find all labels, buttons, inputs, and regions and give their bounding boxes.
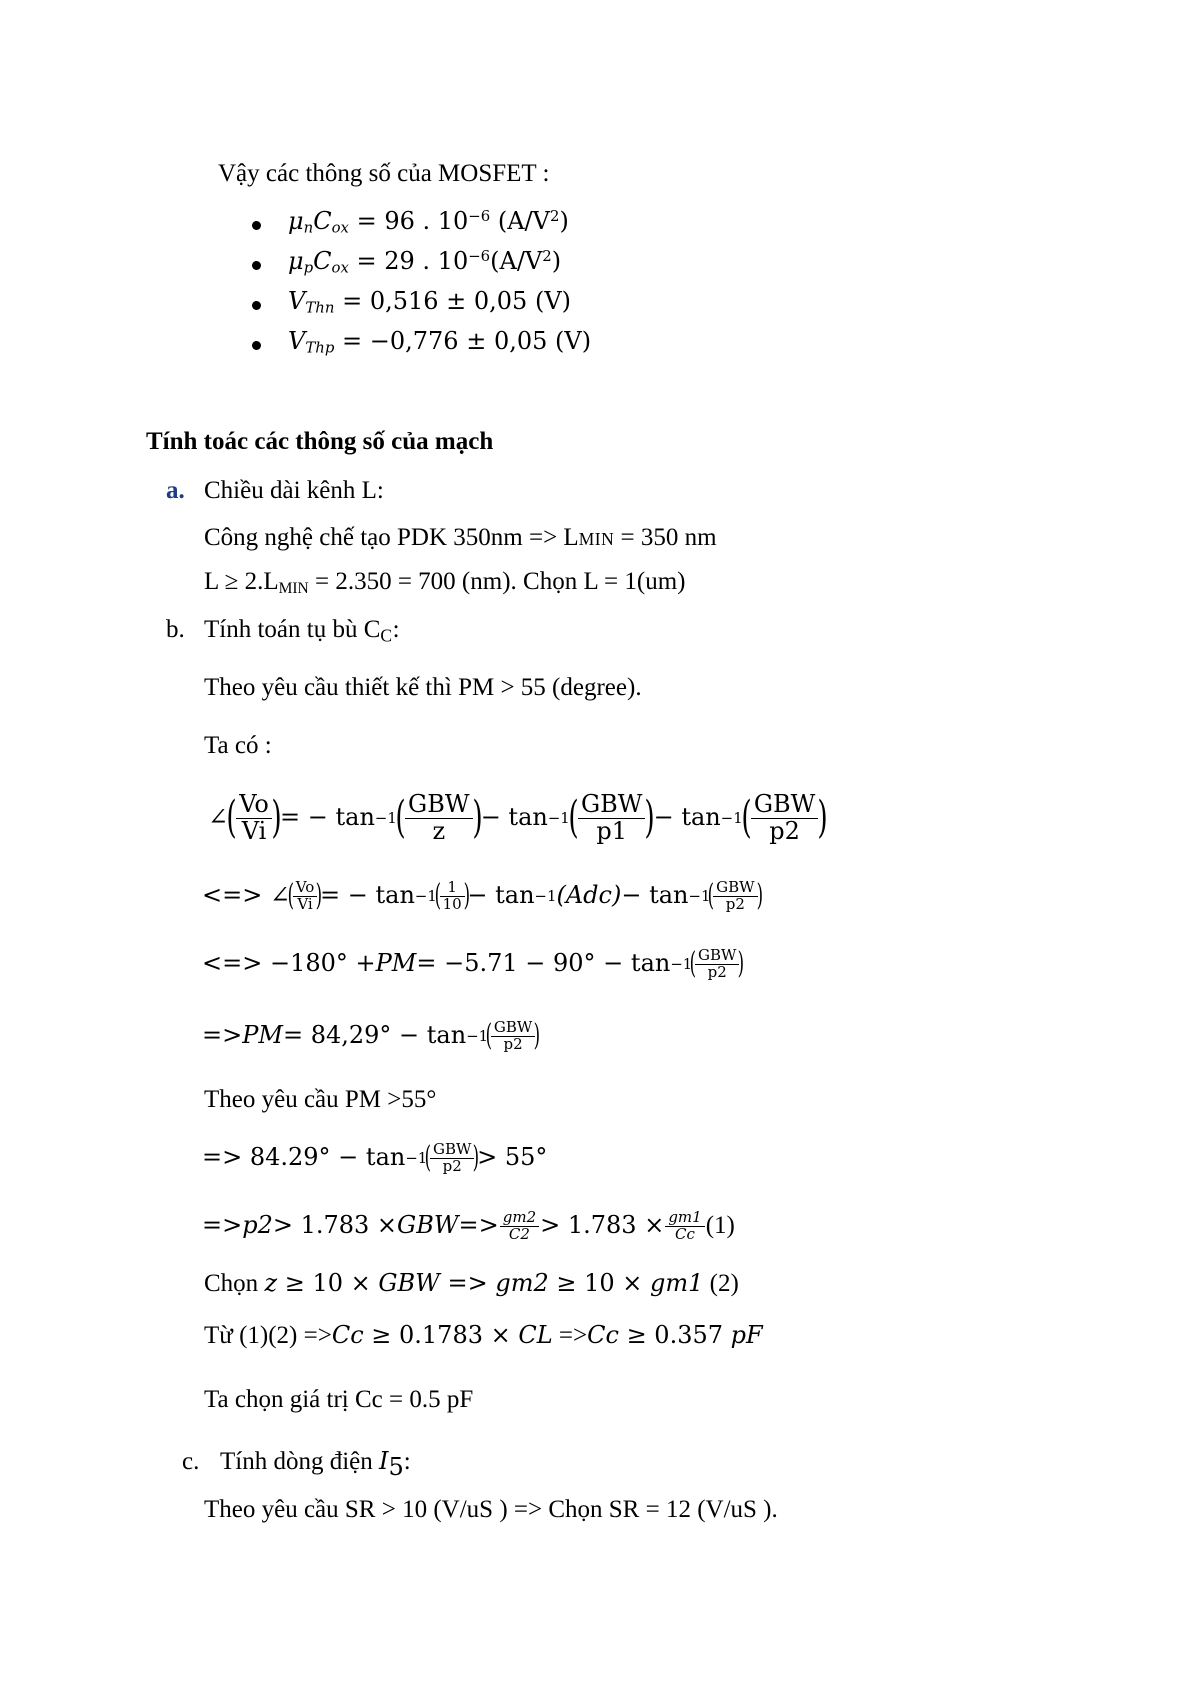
unit-close: ) — [559, 207, 569, 235]
bullet-dot — [252, 341, 261, 350]
equation-p2 — [202, 1202, 735, 1250]
var: GBW — [397, 1211, 459, 1240]
var: gm1 — [650, 1269, 704, 1297]
equation-pm-2: => PM = 84,29° − tan −1 ( $\frac{\text{GBW}}{p2}$ ) — [202, 1017, 541, 1053]
equation-phase-2: <=> ∠ ( $\frac{Vo}{Vi}$ ) = − tan −1 ( $\frac{1}{10}$ ) − tan −1 (Adc) − tan −1 ( $\frac{\text{GBW}}{p2}$ ) — [202, 877, 763, 913]
frac-num: gm2 — [500, 1210, 539, 1227]
pm-symbol: PM — [242, 1021, 283, 1050]
frac-num: 1 — [440, 880, 465, 897]
section-a-line1 — [204, 524, 717, 553]
unit-exponent: 2 — [542, 246, 552, 265]
text: > 1.783 × — [540, 1211, 665, 1240]
text: ≥ 10 × — [548, 1269, 651, 1297]
frac-den: 10 — [442, 894, 462, 913]
section-b-requirement-2: Theo yêu cầu PM >55° — [204, 1086, 437, 1113]
section-a-line2 — [204, 568, 686, 597]
exponent: −6 — [468, 206, 491, 225]
frac-num: GBW — [491, 1020, 535, 1037]
text: = − tan — [320, 881, 415, 910]
text: Công nghệ chế tạo PDK 350nm => L — [204, 524, 579, 551]
unit: (A/V — [490, 247, 543, 275]
unit-close: ) — [551, 247, 562, 275]
text: (Adc) — [556, 881, 622, 910]
text: Chọn — [204, 1270, 265, 1297]
param-mun-cox: $\mu_nC_{ox} = 96$ . $10^{-6}$ $(A/V^2)$ — [288, 206, 569, 237]
var: I — [379, 1447, 389, 1475]
lmin-subscript: MIN — [578, 529, 615, 549]
text: − tan — [480, 803, 548, 832]
bullet-dot — [252, 301, 261, 310]
list-marker-a: a. — [166, 477, 185, 504]
pm-symbol: PM — [375, 949, 417, 978]
lmin-subscript: MIN — [278, 579, 309, 597]
section-b-requirement: Theo yêu cầu thiết kế thì PM > 55 (degree). — [204, 674, 642, 701]
text: => — [202, 1211, 243, 1240]
text: = 350 nm — [614, 524, 717, 551]
frac-num: GBW — [578, 792, 645, 818]
frac-den: Vi — [297, 894, 313, 913]
frac-num: GBW — [430, 1142, 474, 1159]
param-value: = −0,776 ± 0,05 (V) — [342, 327, 592, 355]
var: z — [264, 1269, 278, 1297]
var: Cc — [587, 1321, 619, 1349]
equation-pm-1: <=> −180° + PM = −5.71 − 90° − tan −1 ( $\frac{\text{GBW}}{p2}$ ) — [202, 945, 745, 981]
text: => — [439, 1269, 496, 1297]
section-c-title — [220, 1447, 411, 1481]
text: Từ (1)(2) => — [204, 1322, 332, 1349]
var: gm2 — [495, 1269, 549, 1297]
frac-den: p2 — [769, 816, 800, 845]
text: => 84.29° − tan — [202, 1143, 406, 1172]
param-vthp: $V_{Thp} = -0,776 \pm 0,05$ (V) — [288, 327, 592, 357]
frac-den: p2 — [707, 962, 727, 981]
var: GBW — [378, 1269, 440, 1297]
var: pF — [730, 1321, 763, 1349]
text: => — [458, 1211, 499, 1240]
section-b-taco: Ta có : — [204, 732, 272, 759]
frac-den: z — [432, 816, 446, 845]
text: = − tan — [280, 803, 375, 832]
frac-num: gm1 — [665, 1210, 704, 1227]
text: (1) — [705, 1211, 735, 1239]
text: => — [202, 1021, 243, 1050]
frac-den: p2 — [503, 1034, 523, 1053]
section-c-requirement: Theo yêu cầu SR > 10 (V/uS ) => Chọn SR = 12 (V/uS ). — [204, 1496, 778, 1523]
text: <=> ∠ — [202, 881, 291, 910]
text: − tan — [621, 881, 689, 910]
equation-z — [204, 1270, 739, 1299]
frac-den: p2 — [442, 1156, 462, 1175]
var: p2 — [242, 1211, 273, 1240]
frac-den: Cc — [675, 1224, 695, 1243]
var: CL — [518, 1321, 553, 1349]
text: > 55° — [477, 1143, 548, 1172]
list-marker-c: c. — [182, 1448, 200, 1475]
text: : — [392, 616, 400, 643]
equation-phase: ∠ ( $\frac{Vo}{Vi}$ ) = − tan −1 ( $\frac{\text{GBW}}{z}$ ) − tan −1 ( $\frac{\text{GBW}}{p1}$ ) − tan −1 ( $\frac{\text{GBW}}{p2}$ ) — [208, 790, 829, 845]
frac-den: Vi — [241, 816, 267, 845]
section-heading: Tính toác các thông số của mạch — [146, 428, 494, 455]
text: L ≥ 2.L — [204, 568, 279, 595]
frac-num: GBW — [405, 792, 472, 818]
param-mup-cox: $\mu_pC_{ox} = 29$ . $10^{-6}(A/V^2)$ — [288, 246, 562, 277]
text: : — [403, 1448, 411, 1475]
text: (2) — [703, 1270, 739, 1297]
section-b-choose: Ta chọn giá trị Cc = 0.5 pF — [204, 1386, 474, 1413]
frac-num: Vo — [293, 880, 318, 897]
frac-den: p2 — [725, 894, 745, 913]
param-vthn: $V_{Thn} = 0,516 \pm 0,05$ (V) — [288, 287, 572, 317]
text: − tan — [467, 881, 535, 910]
text: = −5.71 − 90° − tan — [416, 949, 671, 978]
bullet-dot — [252, 261, 261, 270]
param-value: = 0,516 ± 0,05 (V) — [342, 287, 572, 315]
text: ≥ 0.1783 × — [363, 1321, 519, 1349]
subscript: 5 — [388, 1453, 404, 1481]
param-value: = 96 . 10 — [356, 207, 469, 235]
var: Cc — [331, 1321, 364, 1349]
equation-cc — [204, 1322, 763, 1351]
text: − tan — [653, 803, 721, 832]
text: <=> −180° + — [202, 949, 376, 978]
unit-exponent: 2 — [549, 206, 560, 225]
text: > 1.783 × — [272, 1211, 398, 1240]
text: Tính dòng điện — [220, 1448, 380, 1475]
text: ≥ 10 × — [277, 1269, 379, 1297]
frac-num: GBW — [713, 880, 757, 897]
section-b-title — [204, 616, 400, 645]
unit: (A/V — [490, 207, 550, 235]
equation-pm-3: => 84.29° − tan −1 ( $\frac{\text{GBW}}{p2}$ ) > 55° — [202, 1139, 548, 1175]
frac-den: p1 — [596, 816, 628, 845]
text: Tính toán tụ bù C — [204, 616, 381, 643]
text: = 84,29° − tan — [282, 1021, 467, 1050]
subscript: C — [380, 625, 393, 646]
list-marker-b: b. — [166, 616, 185, 643]
param-value: = 29 . 10 — [356, 247, 469, 275]
exponent: −6 — [468, 246, 491, 265]
text: ≥ 0.357 — [618, 1321, 731, 1349]
angle-symbol: ∠ — [208, 803, 229, 832]
frac-num: GBW — [751, 792, 818, 818]
frac-den: C2 — [508, 1224, 530, 1243]
text: = 2.350 = 700 (nm). Chọn L = 1(um) — [308, 568, 686, 595]
frac-num: Vo — [236, 792, 272, 818]
text: => — [552, 1322, 588, 1349]
bullet-dot — [252, 221, 261, 230]
section-a-title: Chiều dài kênh L: — [204, 477, 384, 504]
intro-text: Vậy các thông số của MOSFET : — [218, 160, 550, 187]
frac-num: GBW — [695, 948, 739, 965]
